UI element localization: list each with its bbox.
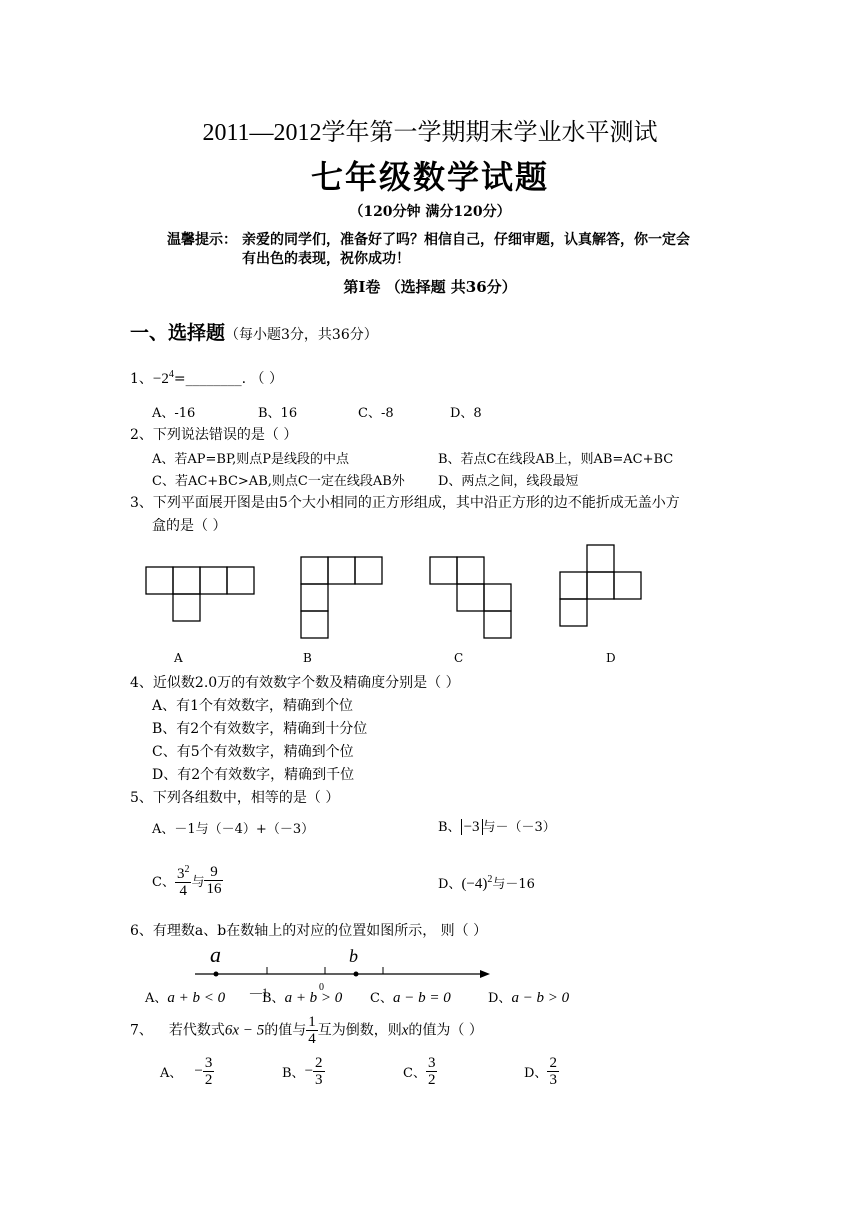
q6-option-d — [488, 987, 569, 1007]
q2-option-d: D、两点之间，线段最短 — [438, 474, 579, 489]
q7-b-sign: − — [304, 1063, 314, 1079]
q5-option-b — [438, 816, 556, 836]
q2-option-c: C、若AC+BC>AB,则点C一定在线段AB外 — [152, 474, 405, 489]
q7-b-num: 2 — [315, 1055, 323, 1071]
q7-prefix: 7、 — [130, 1022, 153, 1039]
q7-option-d — [524, 1055, 559, 1088]
q7-c-label: C、 — [403, 1066, 426, 1081]
q5-c-frac1 — [175, 862, 192, 899]
q5-d-tail: 与－16 — [492, 877, 535, 892]
q6-option-c — [370, 987, 451, 1007]
net-label-b: B — [303, 651, 312, 665]
q5-b-abs: −3 — [461, 819, 483, 835]
net-a — [146, 567, 254, 621]
q6-c-label: C、 — [370, 991, 393, 1006]
q6-option-b — [262, 987, 342, 1007]
q6-option-a — [145, 987, 225, 1007]
q5-c-den2: 16 — [206, 881, 222, 897]
q7-a-den: 2 — [204, 1072, 213, 1088]
q7-stem-2: 的值与 — [264, 1022, 307, 1039]
section-title-note: （每小题3分，共36分） — [225, 327, 378, 343]
numberline-label-b: b — [349, 946, 358, 966]
q5-option-d — [438, 873, 535, 893]
q1-option-d: D、8 — [450, 406, 482, 421]
q7-a-label: A、 — [160, 1066, 183, 1081]
q7-stem-1: 若代数式 — [168, 1022, 225, 1039]
q7-b-label: B、 — [282, 1066, 305, 1081]
q7-option-c — [403, 1055, 437, 1088]
q5-c-label: C、 — [152, 875, 175, 890]
q6-d-label: D、 — [488, 991, 512, 1006]
q4-option-c: C、有5个有效数字，精确到个位 — [152, 744, 354, 760]
tip-label: 温馨提示： — [167, 232, 237, 248]
q7-c-den: 2 — [427, 1072, 436, 1088]
numberline-label-a: a — [210, 942, 221, 967]
numberline-tick-zero: 0 — [319, 982, 324, 993]
net-c — [430, 557, 511, 638]
q5-c-den1: 4 — [179, 883, 187, 899]
q6-b-label: B、 — [262, 991, 285, 1006]
q5-c-num1: $3^2$ — [176, 864, 190, 882]
tip-line-1: 亲爱的同学们，准备好了吗？相信自己，仔细审题，认真解答，你一定会 — [242, 232, 690, 248]
net-b — [301, 557, 382, 638]
q7-option-b — [282, 1055, 325, 1088]
number-line — [180, 962, 500, 986]
q5-d-label: D、 — [438, 877, 462, 892]
q7-stem — [130, 1014, 483, 1047]
section-title-main: 一、选择题 — [130, 322, 226, 344]
tip-line-2: 有出色的表现，祝你成功！ — [242, 251, 410, 267]
q4-option-b: B、有2个有效数字，精确到十分位 — [152, 721, 368, 737]
q1-prefix: 1、 — [130, 371, 153, 387]
net-label-c: C — [454, 651, 464, 665]
q7-var: x — [401, 1022, 409, 1039]
q7-frac-num: 1 — [308, 1014, 316, 1030]
volume-heading: 第Ⅰ卷 （选择题 共36分） — [343, 278, 517, 296]
q5-option-a: A、－1与（－4）+（－3） — [152, 822, 315, 837]
q1-option-b: B、16 — [258, 406, 298, 421]
q5-d-expr: $(-4)^2$ — [461, 874, 493, 892]
q2-option-a: A、若AP=BP,则点P是线段的中点 — [152, 452, 349, 467]
time-score: （120分钟 满分120分） — [349, 204, 511, 220]
q7-d-num: 2 — [549, 1055, 557, 1071]
q4-stem: 4、近似数2.0万的有效数字个数及精确度分别是（ ） — [130, 675, 460, 691]
net-label-d: D — [606, 651, 616, 665]
q7-d-label: D、 — [524, 1066, 548, 1081]
q7-stem-4: 的值为（ ） — [408, 1022, 483, 1039]
numberline-tick-minus-one: —1 — [250, 985, 268, 999]
q6-c-expr: a − b = 0 — [392, 990, 451, 1006]
q2-stem: 2、下列说法错误的是（ ） — [130, 427, 298, 443]
q7-option-a — [160, 1055, 214, 1088]
q7-frac — [306, 1014, 318, 1047]
q5-c-frac2 — [204, 864, 223, 897]
q3-stem-line-2: 盒的是（ ） — [152, 518, 227, 534]
section-title — [130, 318, 378, 345]
q7-a-num: 3 — [204, 1055, 213, 1071]
q5-stem: 5、下列各组数中，相等的是（ ） — [130, 790, 340, 806]
q6-a-label: A、 — [145, 991, 168, 1006]
q1-stem — [130, 368, 283, 388]
q7-a-frac — [203, 1055, 215, 1088]
q7-c-frac — [426, 1055, 438, 1088]
q7-d-den: 3 — [549, 1072, 557, 1088]
q7-stem-3: 互为倒数，则 — [317, 1022, 402, 1039]
q1-power: $-2^4$ — [152, 369, 174, 387]
net-label-a: A — [174, 651, 183, 665]
q5-b-tail: 与－（－3） — [482, 820, 556, 835]
q5-b-label: B、 — [438, 820, 461, 835]
q1-option-c: C、-8 — [358, 406, 394, 421]
q7-b-den: 3 — [315, 1072, 323, 1088]
q6-b-expr: a + b > 0 — [284, 990, 343, 1006]
q7-b-frac — [313, 1055, 325, 1088]
q7-d-frac — [547, 1055, 559, 1088]
q7-a-sign: − — [194, 1063, 203, 1079]
exam-year-line: 2011—2012学年第一学期期末学业水平测试 — [202, 120, 658, 146]
q1-option-a: A、-16 — [152, 406, 196, 421]
q5-c-num2: 9 — [204, 864, 223, 881]
q7-frac-den: 4 — [308, 1031, 316, 1047]
q3-stem-line-1: 3、下列平面展开图是由5个大小相同的正方形组成，其中沿正方形的边不能折成无盖小方 — [130, 495, 680, 511]
q7-c-num: 3 — [427, 1055, 436, 1071]
q5-c-mid: 与 — [191, 875, 205, 890]
q4-option-a: A、有1个有效数字，精确到个位 — [152, 698, 354, 714]
q6-stem: 6、有理数a、b在数轴上的对应的位置如图所示， 则（ ） — [130, 923, 488, 939]
q2-option-b: B、若点C在线段AB上，则AB=AC+BC — [438, 452, 674, 467]
q5-option-c — [152, 862, 223, 899]
q4-option-d: D、有2个有效数字，精确到千位 — [152, 767, 355, 783]
q1-blank: =________. （ ） — [173, 371, 283, 387]
q6-d-expr: a − b > 0 — [511, 990, 570, 1006]
q6-a-expr: a + b < 0 — [167, 990, 226, 1006]
q3-nets-figure — [0, 540, 860, 650]
net-d — [560, 545, 641, 626]
exam-title: 七年级数学试题 — [310, 158, 549, 196]
q7-expr: 6x − 5 — [224, 1022, 265, 1039]
